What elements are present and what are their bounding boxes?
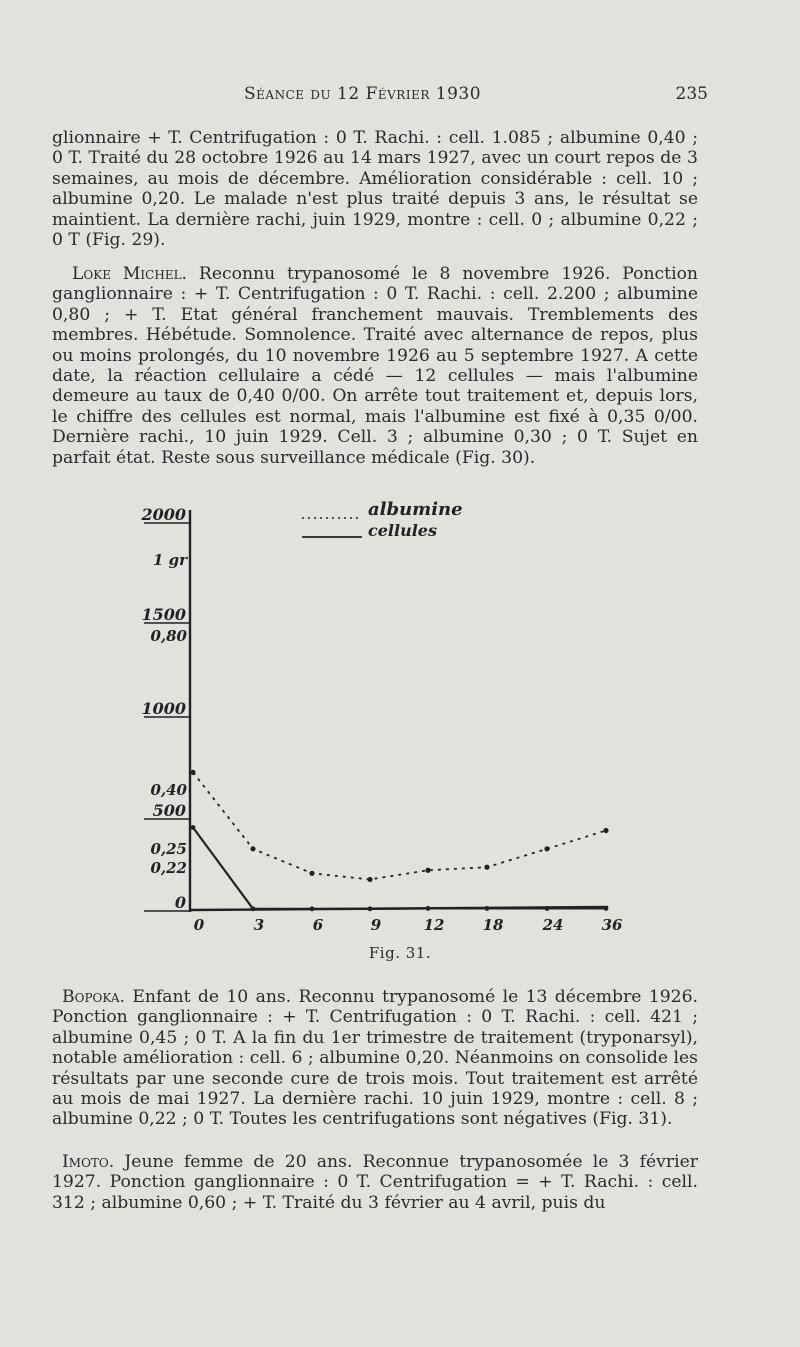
left-tick-label: 1000: [141, 699, 186, 718]
cellules-point: [426, 906, 431, 911]
albumine-point: [544, 846, 549, 851]
paragraph-text: Reconnu trypanosomé le 8 novembre 1926. Ponction ganglionnaire : + T. Centrifugation : 0 T. Rachi. : cell. 2.200 ; albumine 0,80 ; + T. Etat général franchement mauvais. Tremblements des membres. Hébétude. Somnolence. Traité avec alternance de repos, plus ou moins prolongés, du 10 novembre 1926 au 5 septembre 1927. A cette date, la réaction cellulaire a cédé — 12 cellules — mais l'albumine demeure au taux de 0,40 0/00. On arrête tout traitement et, depuis lors, le chiffre des cellules est normal, mais l'albumine est fixé à 0,35 0/00. Dernière rachi., 10 juin 1929. Cell. 3 ; albumine 0,30 ; 0 T. Sujet en parfait état. Reste sous surveillance médicale (Fig. 30).: [52, 264, 698, 468]
x-tick-label: 36: [601, 916, 623, 934]
cellules-point: [485, 906, 490, 911]
cellules-point: [191, 825, 196, 830]
cellules-point: [310, 906, 315, 911]
paragraph-text: Enfant de 10 ans. Reconnu trypanosomé le 13 décembre 1926. Ponction ganglionnaire : + T. Centrifugation : 0 T. Rachi. : cell. 421 ; albumine 0,45 ; 0 T. A la fin du 1er trimestre de traitement (tryponarsyl), notable amélioration : cell. 6 ; albumine 0,20. Néanmoins on consolide les résultats par une seconde cure de trois mois. Tout traitement est arrêté au mois de mai 1927. La dernière rachi. 10 juin 1929, montre : cell. 8 ; albumine 0,22 ; 0 T. Toutes les centrifugations sont négatives (Fig. 31).: [52, 987, 698, 1130]
albumine-series-line: [193, 772, 606, 879]
legend-albumine: albumine: [368, 499, 463, 520]
x-tick-label: 9: [370, 916, 382, 934]
legend-cellules: cellules: [368, 521, 437, 540]
paragraph-continuation: glionnaire + T. Centrifugation : 0 T. Rachi. : cell. 1.085 ; albumine 0,40 ; 0 T. Traité du 28 octobre 1926 au 14 mars 1927, avec un court repos de 3 semaines, au mois de décembre. Amélioration considérable : cell. 10 ; albumine 0,20. Le malade n'est plus traité depuis 3 ans, le résultat se maintient. La dernière rachi, juin 1929, montre : cell. 0 ; albumine 0,22 ; 0 T (Fig. 29).: [52, 128, 698, 251]
right-tick-label: 0,25: [150, 840, 187, 858]
albumine-point: [367, 877, 372, 882]
left-tick-label: 500: [152, 801, 186, 820]
cellules-series-line: [193, 827, 606, 908]
figure-31: [120, 490, 640, 960]
left-tick-label: 0: [174, 893, 186, 912]
right-tick-label: 0,22: [150, 859, 187, 877]
cellules-point: [368, 906, 373, 911]
albumine-point: [603, 828, 608, 833]
x-tick-label: 12: [423, 916, 445, 934]
x-tick-label: 6: [312, 916, 324, 934]
page-number: 235: [675, 84, 708, 104]
albumine-point: [190, 770, 195, 775]
cellules-point: [604, 906, 609, 911]
albumine-point: [484, 865, 489, 870]
x-tick-label: 24: [542, 916, 564, 934]
x-tick-label: 3: [253, 916, 265, 934]
right-tick-label: 0,80: [150, 627, 187, 645]
figure-caption: Fig. 31.: [368, 944, 432, 962]
header-title: Séance du 12 Février 1930: [244, 84, 482, 104]
cellules-point: [251, 906, 256, 911]
x-tick-label: 18: [482, 916, 504, 934]
paragraph-loke-michel: [52, 264, 698, 468]
left-tick-label: 1500: [141, 605, 186, 624]
cellules-point: [545, 906, 550, 911]
left-tick-label: 2000: [141, 505, 186, 524]
chart-svg: [120, 490, 640, 950]
patient-name: Bopoka.: [62, 987, 125, 1007]
paragraph-text: Jeune femme de 20 ans. Reconnue trypanosomée le 3 février 1927. Ponction ganglionnaire : 0 T. Centrifugation = + T. Rachi. : cell. 312 ; albumine 0,60 ; + T. Traité du 3 février au 4 avril, puis du: [52, 1152, 698, 1213]
right-tick-label: 0,40: [150, 781, 187, 799]
patient-name: Imoto.: [62, 1152, 115, 1172]
right-tick-label: 1 gr: [152, 551, 187, 569]
running-header: [52, 84, 708, 108]
albumine-point: [425, 868, 430, 873]
albumine-point: [309, 871, 314, 876]
patient-name: Loke Michel.: [72, 264, 188, 284]
paragraph-bopoka: [52, 987, 698, 1130]
x-tick-label: 0: [193, 916, 205, 934]
paragraph-imoto: [52, 1152, 698, 1213]
albumine-point: [250, 846, 255, 851]
